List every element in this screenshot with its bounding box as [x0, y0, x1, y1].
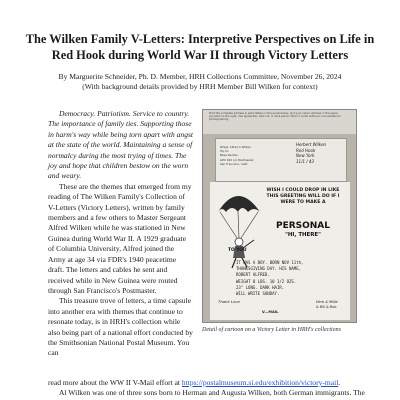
vmail-message-sheet — [210, 182, 350, 320]
article-title: The Wilken Family V-Letters: Interpretive Perspectives on Life in Red Hook during World War II through Victory Letters — [25, 32, 375, 62]
vmail-personal-word: PERSONAL — [275, 221, 331, 231]
soldier-arm — [243, 240, 254, 248]
address-line: M/Sgt. Alfred A Wilken — [220, 145, 252, 149]
sender-line: New York — [296, 153, 315, 159]
handwritten-line: ROBERT ALFRED. — [236, 272, 270, 278]
vmail-handwritten-note — [236, 260, 324, 297]
vmail-sender-address — [296, 142, 344, 164]
address-line: Base Section — [220, 153, 239, 158]
vmail-letter-image — [202, 109, 357, 323]
vmail-hi-there: "HI, THERE" — [285, 232, 321, 238]
intro-paragraph: Democracy. Patriotism. Service to country. The importance of family ties. Supporting those in harm's way while being torn apart with angst at the state of the world. Maintaining a sense of normalcy during the most trying of times. The joy and hope that children bestow on the worn and weary. — [48, 109, 194, 181]
handwritten-line: 23" LONG. DARK HAIR. — [236, 284, 285, 290]
vmail-greeting-message: WISH I COULD DROP IN LIKE THIS GREETING WILL DO IF I WERE TO MAKE A — [266, 188, 340, 205]
paragraph-2-continued: read more about the WW II V-Mail effort at https://postalmuseum.si.edu/exhibition/victory-mail. — [48, 378, 341, 387]
parachute-line — [238, 212, 239, 238]
image-caption: Detail of cartoon on a Victory Letter in HRH's collections — [202, 327, 341, 333]
vmail-signoff: Thank Love — [218, 299, 240, 304]
byline-author: By Marguerite Schneider, Ph. D. Member, HRH Collections Committee, November 26, 2024 — [58, 72, 342, 81]
vmail-footer-mark: V...MAIL — [262, 310, 279, 314]
sender-line: Herbert Wilken — [296, 142, 327, 147]
byline — [14, 72, 386, 92]
vmail-recipient-address — [220, 145, 278, 166]
sender-line: Red Hook — [296, 147, 316, 153]
parachute-line — [241, 212, 258, 238]
paragraph-2: This treasure trove of letters, a time capsule into another era with themes that continue to resonate today, is in HRH's collection while also being part of a national effort conducted by the Smithsonian National Postal Museum. You can — [48, 296, 193, 358]
handwritten-line: WILL WRITE SUNDAY. — [236, 291, 280, 297]
vmail-instructions: Print the complete address in plain letters in the panel below, and your return address in the space provided on the right. Use typewriter, dark ink, or dark pencil. Faint or small writing is not suitable for photographing. — [209, 112, 342, 122]
address-line: San Francisco, Calif. — [220, 161, 248, 166]
handwritten-line: THANKSGIVING DAY. HIS NAME, — [236, 266, 302, 272]
byline-note: (With background details provided by HRH Member Bill Wilken for context) — [82, 82, 318, 91]
soldier-head — [235, 238, 243, 246]
handwritten-line: IT WAS A BOY. BORN NOV 11th, — [236, 260, 304, 265]
vmail-to-you: TO YOU — [228, 248, 247, 253]
parachute-canopy — [218, 196, 260, 212]
vmail-instruction-band — [203, 110, 356, 134]
handwritten-line: WEIGHT 8 LBS. 10 1/2 OZS. — [236, 278, 297, 284]
signature-line: & Bill & Bob. — [316, 304, 338, 309]
paragraph-3: Al Wilken was one of three sons born to Herman and Augusta Wilken, both German immigrants. The — [59, 388, 365, 398]
signature-line: Herb & Millie — [316, 300, 338, 304]
address-line: APO 922 c/o Postmaster — [220, 157, 254, 162]
vmail-address-panel — [215, 138, 347, 182]
full-width-text — [48, 378, 366, 399]
sender-line: 11/1 / 43 — [296, 158, 314, 164]
vmail-link-intro: read more about the WW II V-Mail effort at — [48, 378, 181, 387]
paragraph-1: These are the themes that emerged from my reading of The Wilken Family's Collection of V-Letters (Victory Letters), written by family members and a few others to Master Sergeant Alfred Wilken while he was stationed in New Guinea during World War II. A 1929 graduate of Columbia University, Alfred joined the Army at age 34 via FDR's 1940 peacetime draft. The letters and cables he sent and received while in New Guinea were routed through San Francisco's Postmaster. — [48, 181, 192, 295]
vmail-signature — [316, 300, 350, 309]
vmail-exhibition-link[interactable]: https://postalmuseum.si.edu/exhibition/victory-mail — [181, 378, 339, 387]
article-column — [48, 109, 193, 359]
address-line: Hq Co — [220, 149, 229, 154]
parachute-line — [220, 212, 237, 238]
